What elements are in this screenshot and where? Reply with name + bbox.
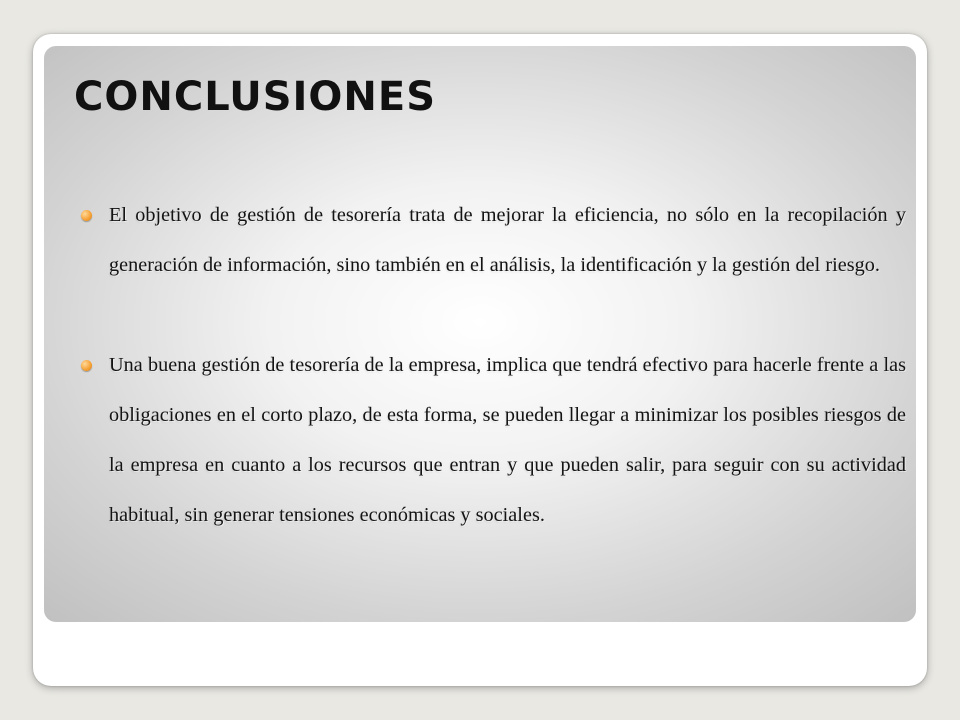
slide-title: CONCLUSIONES: [74, 74, 437, 120]
orange-dot-icon: [81, 210, 92, 221]
bullet-text: Una buena gestión de tesorería de la empresa, implica que tendrá efectivo para hacerle frente a las obligaciones en el corto plazo, de esta forma, se pueden llegar a minimizar los posibles riesgos de la empresa en cuanto a los recursos que entran y que pueden salir, para seguir con su actividad habitual, sin generar tensiones económicas y sociales.: [109, 354, 906, 526]
orange-dot-icon: [81, 360, 92, 371]
bullet-list: [78, 190, 906, 540]
slide-card: [33, 34, 927, 686]
bullet-item: [78, 190, 906, 290]
bullet-text: El objetivo de gestión de tesorería trata de mejorar la eficiencia, no sólo en la recopilación y generación de información, sino también en el análisis, la identificación y la gestión del riesgo.: [109, 204, 906, 276]
content-panel: [44, 46, 916, 622]
bullet-item: [78, 340, 906, 540]
